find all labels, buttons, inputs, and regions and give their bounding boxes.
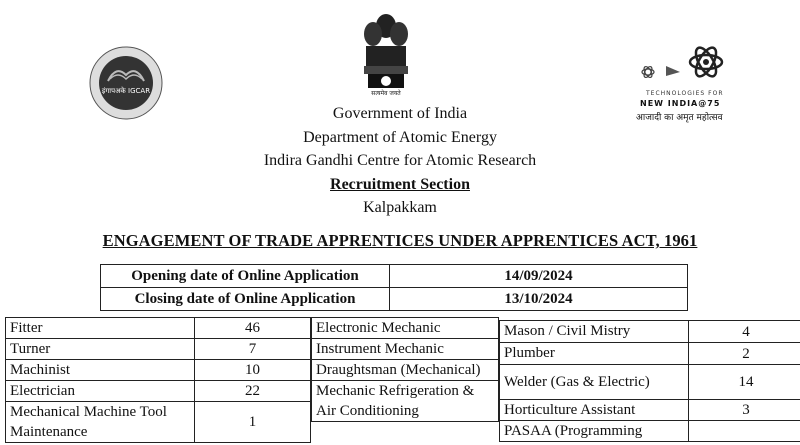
table-row xyxy=(500,343,800,365)
table-row xyxy=(101,265,688,288)
trade-count: 22 xyxy=(195,381,311,402)
trade-count: 2 xyxy=(689,343,800,365)
table-row xyxy=(312,360,499,381)
centre-line: Indira Gandhi Centre for Atomic Research xyxy=(263,152,537,169)
emblem-motto: सत्यमेव जयते xyxy=(371,90,401,97)
trade-count: 1 xyxy=(195,402,311,443)
logo-new-india: NEW INDIA@75 xyxy=(640,99,721,108)
trade-name: Plumber xyxy=(500,343,689,365)
table-row xyxy=(500,421,800,442)
table-row xyxy=(312,339,499,360)
govt-line: Government of India xyxy=(332,105,468,122)
trade-name: Electronic Mechanic xyxy=(312,318,499,339)
page-title: ENGAGEMENT OF TRADE APPRENTICES UNDER APPRENTICES ACT, 1961 xyxy=(102,231,698,250)
trade-name: Horticulture Assistant xyxy=(500,400,689,421)
section-line: Recruitment Section xyxy=(330,176,470,193)
trade-name: Turner xyxy=(6,339,195,360)
trade-name: Mechanic Refrigeration & Air Conditioning xyxy=(312,381,499,422)
table-row xyxy=(6,360,311,381)
igcar-logo-text: इंगापअके IGCAR xyxy=(101,87,151,95)
trades-table-2 xyxy=(311,317,499,422)
logo-tagline: TECHNOLOGIES FOR xyxy=(646,90,724,97)
trade-count: 14 xyxy=(689,365,800,400)
trade-name: Machinist xyxy=(6,360,195,381)
trade-name: Welder (Gas & Electric) xyxy=(500,365,689,400)
table-row xyxy=(312,318,499,339)
closing-date-value: 13/10/2024 xyxy=(390,288,688,311)
closing-date-label: Closing date of Online Application xyxy=(101,288,390,311)
table-row xyxy=(500,365,800,400)
trade-name: Fitter xyxy=(6,318,195,339)
trade-count xyxy=(689,421,800,442)
place-line: Kalpakkam xyxy=(363,199,437,216)
opening-date-value: 14/09/2024 xyxy=(390,265,688,288)
table-row xyxy=(500,321,800,343)
table-row xyxy=(6,381,311,402)
table-row xyxy=(101,288,688,311)
trade-name: PASAA (Programming xyxy=(500,421,689,442)
table-row xyxy=(312,381,499,422)
logo-azadi: आजादी का अमृत महोत्सव xyxy=(636,113,723,123)
table-row xyxy=(6,402,311,443)
trades-table-1 xyxy=(5,317,311,443)
trade-count: 3 xyxy=(689,400,800,421)
trade-count: 46 xyxy=(195,318,311,339)
trade-count: 4 xyxy=(689,321,800,343)
trade-count: 7 xyxy=(195,339,311,360)
trade-name: Mason / Civil Mistry xyxy=(500,321,689,343)
trade-name: Electrician xyxy=(6,381,195,402)
national-emblem xyxy=(358,8,414,100)
opening-date-label: Opening date of Online Application xyxy=(101,265,390,288)
table-row xyxy=(500,400,800,421)
dates-table xyxy=(100,264,688,311)
trade-name: Draughtsman (Mechanical) xyxy=(312,360,499,381)
table-row xyxy=(6,339,311,360)
trade-name: Instrument Mechanic xyxy=(312,339,499,360)
trade-name: Mechanical Machine Tool Maintenance xyxy=(6,402,195,443)
trades-table-3 xyxy=(499,320,800,442)
dept-line: Department of Atomic Energy xyxy=(303,129,497,146)
trade-count: 10 xyxy=(195,360,311,381)
table-row xyxy=(6,318,311,339)
